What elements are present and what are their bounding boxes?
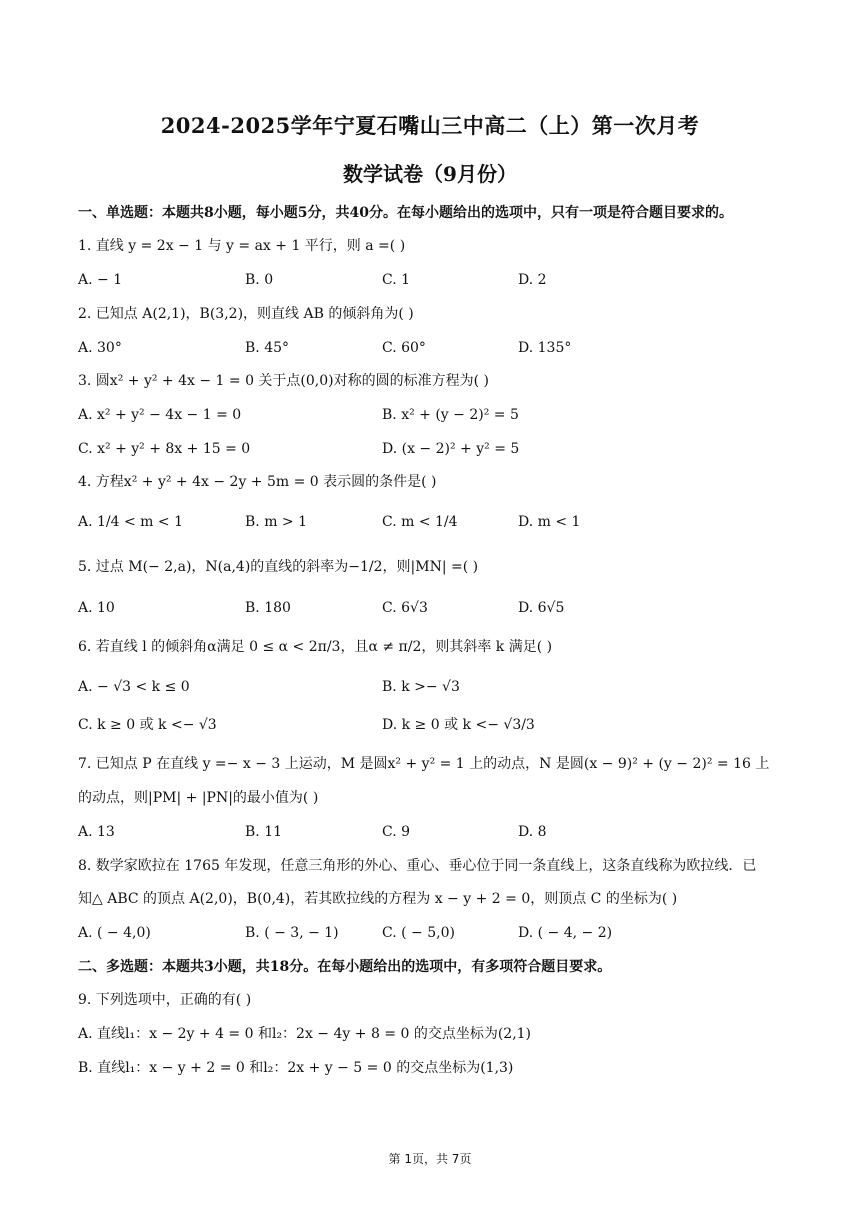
- question-3-option-a: A. x² + y² − 4x − 1 = 0: [78, 407, 242, 423]
- question-7-stem-line-2: 的动点，则|PM| + |PN|的最小值为( ): [78, 790, 319, 806]
- question-5-option-d: D. 6√5: [518, 600, 565, 616]
- question-2-option-a: A. 30°: [78, 340, 122, 356]
- question-4-option-a: A. 1/4 < m < 1: [78, 514, 183, 530]
- question-8-stem-line-1: 8. 数学家欧拉在 1765 年发现，任意三角形的外心、重心、垂心位于同一条直线上，这条直线称为欧拉线．已: [78, 858, 757, 874]
- question-6-option-a: A. − √3 < k ≤ 0: [78, 679, 190, 695]
- page-title: 2024-2025学年宁夏石嘴山三中高二（上）第一次月考: [160, 113, 700, 138]
- question-4-stem: 4. 方程x² + y² + 4x − 2y + 5m = 0 表示圆的条件是( ): [78, 474, 437, 490]
- question-2-option-d: D. 135°: [518, 340, 572, 356]
- question-1-option-a: A. − 1: [78, 272, 123, 288]
- question-4-option-c: C. m < 1/4: [382, 514, 458, 530]
- section-multiple-choice-heading: 二、多选题：本题共3小题，共18分。在每小题给出的选项中，有多项符合题目要求。: [78, 959, 612, 975]
- question-8-option-c: C. ( − 5,0): [382, 925, 455, 941]
- question-3-stem: 3. 圆x² + y² + 4x − 1 = 0 关于点(0,0)对称的圆的标准方程为( ): [78, 373, 489, 389]
- section-single-choice-heading: 一、单选题：本题共8小题，每小题5分，共40分。在每小题给出的选项中，只有一项是符合题目要求的。: [78, 205, 733, 221]
- page-footer: 第 1页，共 7页: [388, 1152, 472, 1166]
- question-1-stem: 1. 直线 y = 2x − 1 与 y = ax + 1 平行，则 a =( ): [78, 238, 406, 254]
- question-8-stem-line-2: 知△ ABC 的顶点 A(2,0)，B(0,4)，若其欧拉线的方程为 x − y + 2 = 0，则顶点 C 的坐标为( ): [78, 891, 678, 907]
- question-6-option-c: C. k ≥ 0 或 k <− √3: [78, 717, 217, 733]
- question-3-option-c: C. x² + y² + 8x + 15 = 0: [78, 441, 251, 457]
- question-9-option-a: A. 直线l₁：x − 2y + 4 = 0 和l₂：2x − 4y + 8 = 0 的交点坐标为(2,1): [78, 1026, 532, 1042]
- question-8-option-b: B. ( − 3, − 1): [245, 925, 339, 941]
- question-6-option-d: D. k ≥ 0 或 k <− √3/3: [382, 717, 535, 733]
- question-3-option-d: D. (x − 2)² + y² = 5: [382, 441, 520, 457]
- question-5-stem: 5. 过点 M(− 2,a)，N(a,4)的直线的斜率为−1/2，则|MN| =( ): [78, 559, 479, 575]
- question-8-option-d: D. ( − 4, − 2): [518, 925, 613, 941]
- question-5-option-b: B. 180: [245, 600, 291, 616]
- question-1-option-c: C. 1: [382, 272, 411, 288]
- question-1-option-d: D. 2: [518, 272, 547, 288]
- question-3-option-b: B. x² + (y − 2)² = 5: [382, 407, 519, 423]
- question-1-option-b: B. 0: [245, 272, 274, 288]
- question-6-stem: 6. 若直线 l 的倾斜角α满足 0 ≤ α < 2π/3，且α ≠ π/2，则其斜率 k 满足( ): [78, 639, 553, 655]
- question-5-option-c: C. 6√3: [382, 600, 428, 616]
- question-2-stem: 2. 已知点 A(2,1)，B(3,2)，则直线 AB 的倾斜角为( ): [78, 306, 414, 322]
- question-6-option-b: B. k >− √3: [382, 679, 460, 695]
- question-7-option-d: D. 8: [518, 824, 547, 840]
- page-subtitle: 数学试卷（9月份）: [343, 162, 517, 186]
- question-7-option-c: C. 9: [382, 824, 411, 840]
- question-9-option-b: B. 直线l₁：x − y + 2 = 0 和l₂：2x + y − 5 = 0 的交点坐标为(1,3): [78, 1060, 514, 1076]
- question-2-option-b: B. 45°: [245, 340, 290, 356]
- question-4-option-b: B. m > 1: [245, 514, 308, 530]
- question-8-option-a: A. ( − 4,0): [78, 925, 151, 941]
- question-4-option-d: D. m < 1: [518, 514, 581, 530]
- question-2-option-c: C. 60°: [382, 340, 426, 356]
- question-7-option-b: B. 11: [245, 824, 283, 840]
- question-7-option-a: A. 13: [78, 824, 115, 840]
- question-7-stem-line-1: 7. 已知点 P 在直线 y =− x − 3 上运动，M 是圆x² + y² = 1 上的动点，N 是圆(x − 9)² + (y − 2)² = 16 上: [78, 756, 770, 772]
- question-9-stem: 9. 下列选项中，正确的有( ): [78, 992, 252, 1008]
- question-5-option-a: A. 10: [78, 600, 115, 616]
